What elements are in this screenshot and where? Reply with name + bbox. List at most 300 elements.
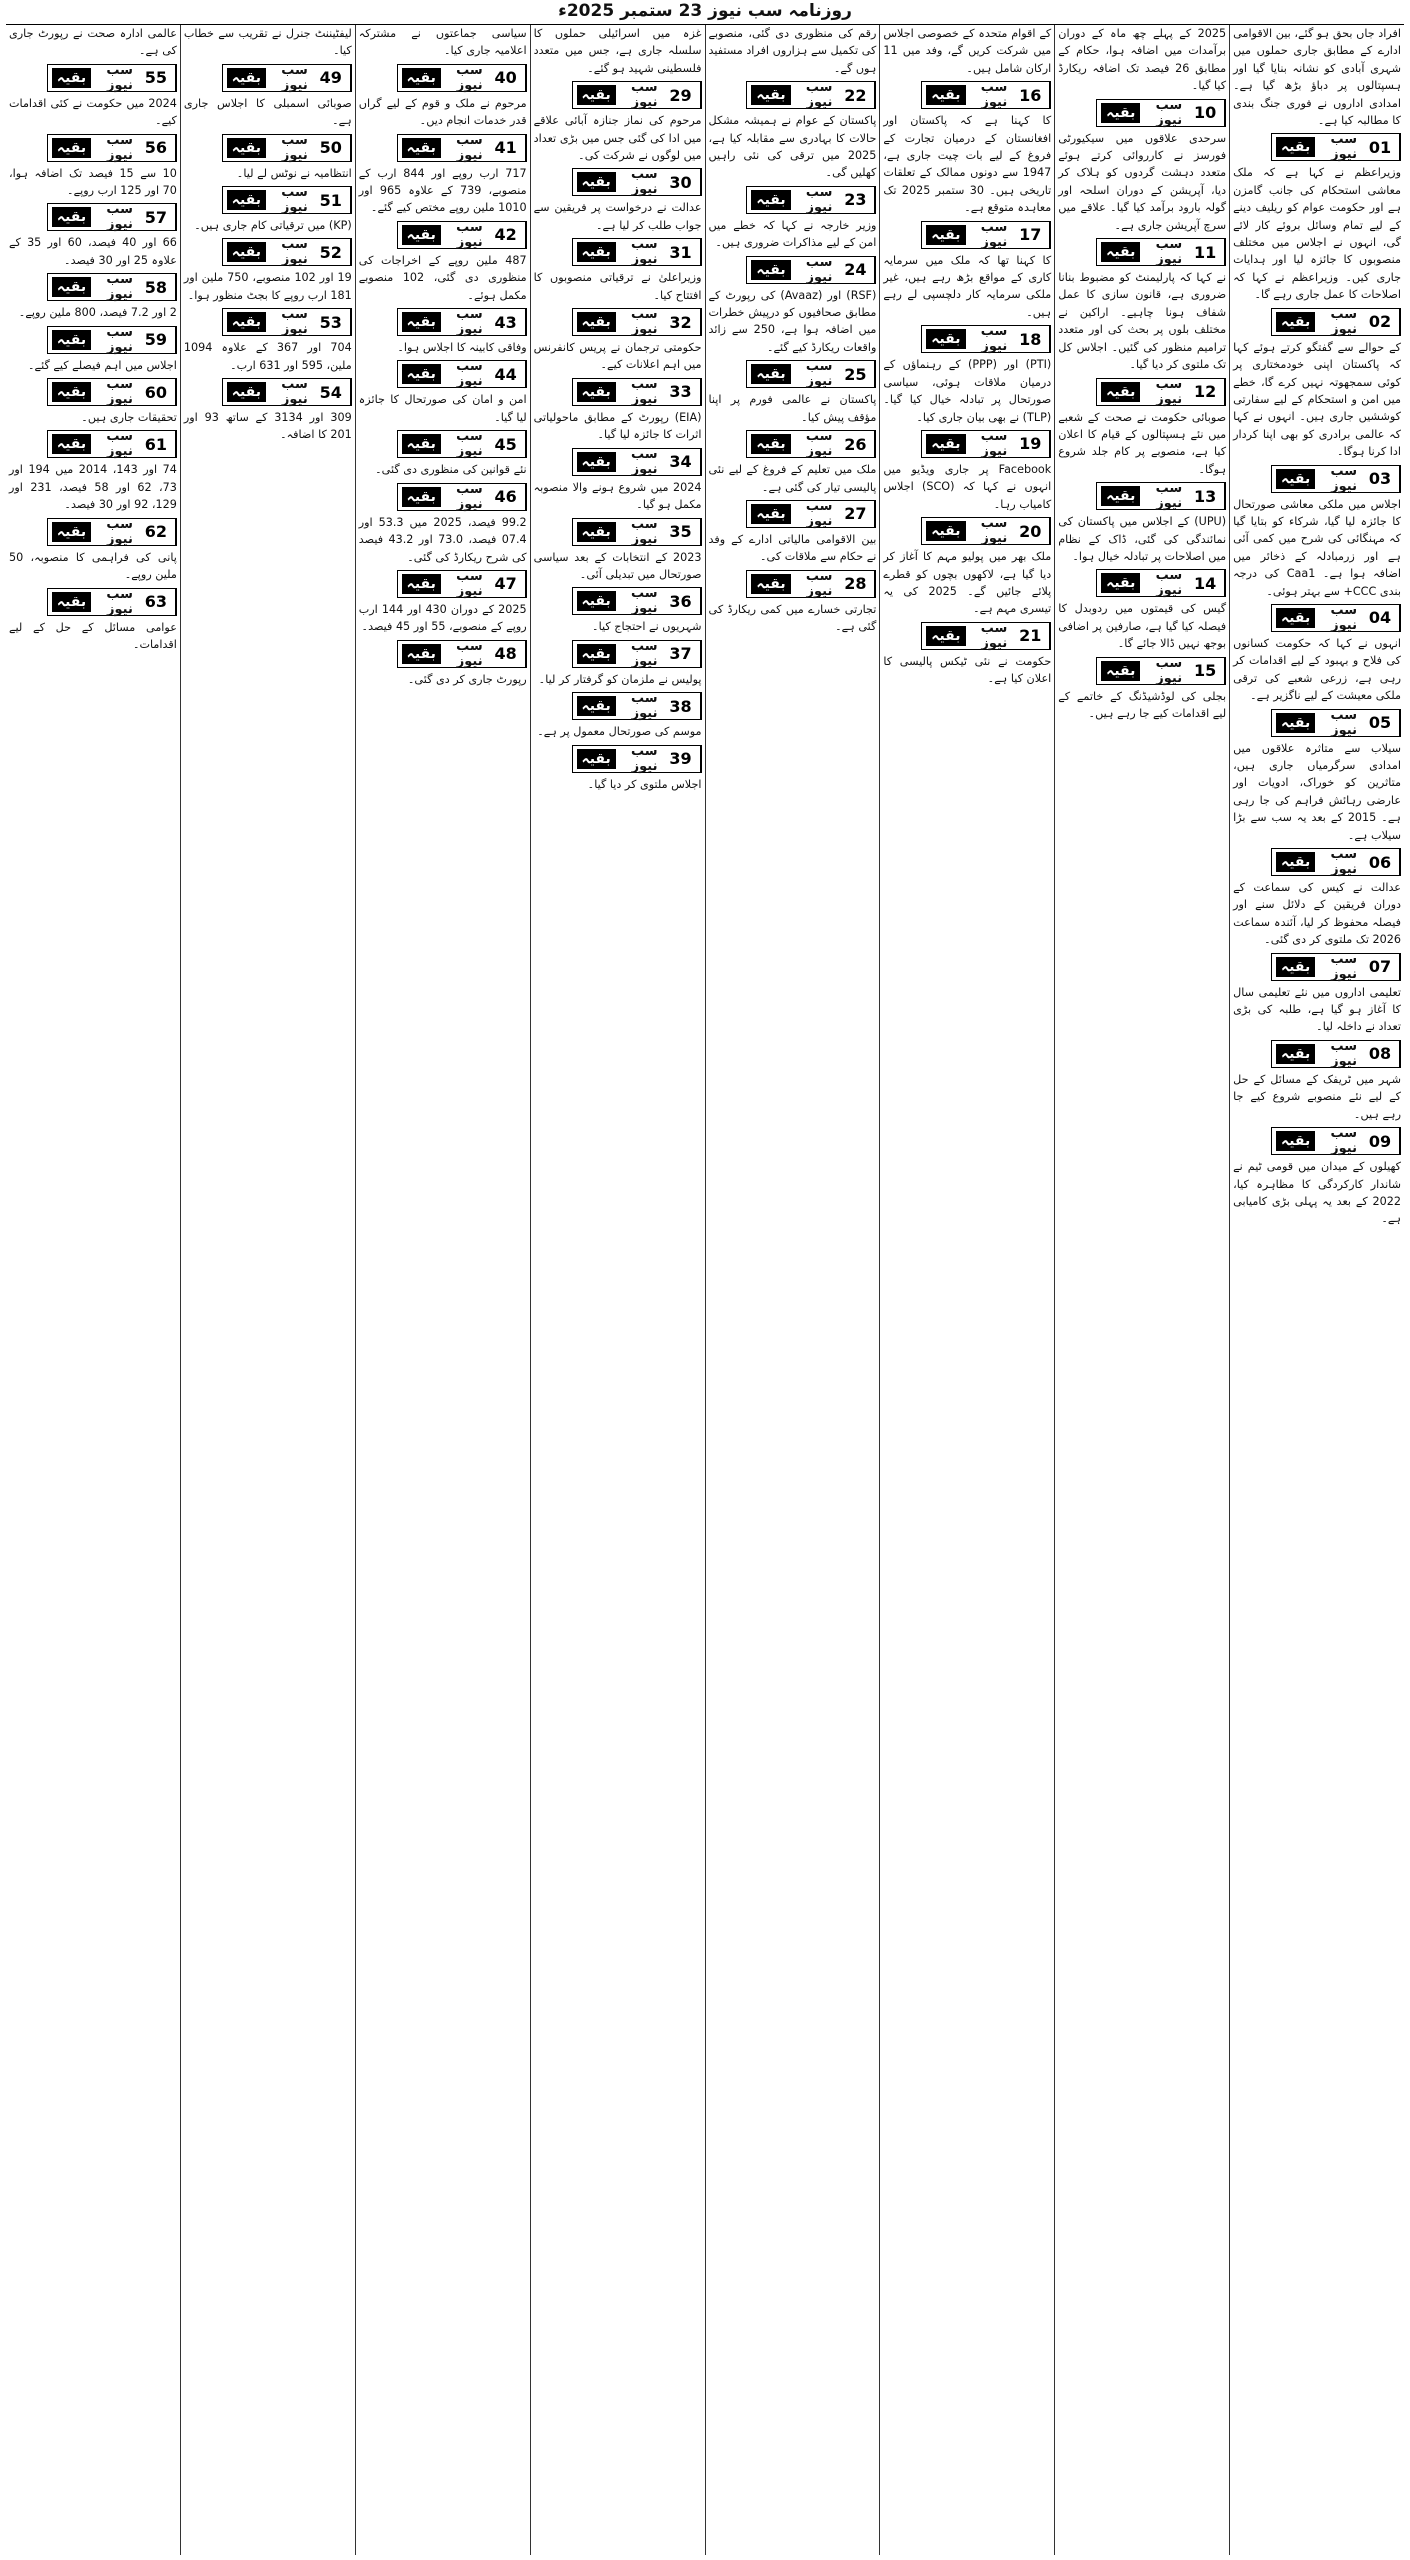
continuation-number: 21 (1011, 623, 1050, 649)
story-text: موسم کی صورتحال معمول پر ہے۔ (537, 725, 702, 739)
news-story (534, 745, 702, 793)
story-text: (UPU) کے اجلاس میں پاکستان کی نمائندگی کی گئی، ڈاک کے نظام میں اصلاحات پر تبادلہ خیال ہوا۔ (1058, 515, 1227, 563)
news-story (9, 518, 177, 584)
continuation-number: 54 (312, 379, 351, 405)
continuation-label (48, 324, 137, 355)
sub-news-label: سب نیوز (1330, 1126, 1357, 1157)
story-text: کھیلوں کے میدان میں قومی ٹیم نے شاندار کارکردگی کا مظاہرہ کیا، 2022 کے بعد یہ پہلی بڑی کامیابی ہے۔ (1233, 1160, 1401, 1226)
news-column (530, 25, 705, 2555)
continuation-number: 39 (662, 746, 701, 772)
sub-news-label: سب نیوز (106, 202, 133, 233)
continuation-tag (397, 221, 527, 249)
sub-news-label: سب نیوز (805, 429, 833, 460)
continuation-tag (746, 81, 876, 109)
continuation-tag (1271, 604, 1401, 632)
news-story (709, 430, 877, 496)
continuation-label (747, 184, 836, 215)
sub-news-label: سب نیوز (456, 132, 483, 163)
story-text: 309 اور 3134 کے ساتھ 93 اور 201 کا اضافہ۔ (183, 411, 352, 442)
story-text: 2023 کے انتخابات کے بعد سیاسی صورتحال میں تبدیلی آئی۔ (533, 550, 702, 581)
story-text: ملک میں تعلیم کے فروغ کے لیے نئی پالیسی تیار کی گئی ہے۔ (708, 463, 877, 494)
story-text: تجارتی خسارے میں کمی ریکارڈ کی گئی ہے۔ (708, 602, 877, 634)
continuation-number: 45 (487, 431, 526, 457)
news-story (359, 134, 527, 217)
baqia-label: بقیہ (227, 242, 266, 262)
continuation-label (747, 568, 836, 599)
continuation-tag (746, 256, 876, 284)
continuation-number: 18 (1011, 326, 1050, 352)
story-text: کے حوالے سے گفتگو کرتے ہوئے کہا کہ پاکستان اپنی خودمختاری پر کوئی سمجھوتہ نہیں کرے گا، خطے میں امن و استحکام کے لیے سفارتی کوششیں جاری ہیں۔ انہوں نے کہا کہ عالمی برادری کو بھی اپنا کردار ادا کرنا ہوگا۔ (1233, 340, 1401, 459)
sub-news-label: سب نیوز (630, 446, 658, 477)
continuation-label (223, 377, 312, 408)
sub-news-label: سب نیوز (106, 272, 133, 303)
story-text: کا کہنا ہے کہ پاکستان اور افغانستان کے درمیان تجارت کے فروغ کے لیے بات چیت جاری ہے، 1947 سے دونوں ممالک کے تعلقات تاریخی ہیں۔ 30 ستمبر 2025 تک معاہدہ متوقع ہے۔ (883, 114, 1052, 215)
continuation-label (1097, 481, 1186, 512)
sub-news-label: سب نیوز (1155, 655, 1183, 686)
continuation-label (398, 62, 487, 93)
sub-news-label: سب نیوز (281, 62, 308, 93)
news-story (534, 587, 702, 635)
baqia-label: بقیہ (926, 434, 965, 454)
sub-news-label: سب نیوز (281, 307, 308, 338)
continuation-tag (1271, 953, 1401, 981)
continuation-label (573, 376, 662, 407)
continuation-label (1272, 847, 1361, 878)
sub-news-label: سب نیوز (106, 516, 133, 547)
continuation-number: 26 (836, 431, 875, 457)
continuation-tag (397, 64, 527, 92)
continuation-label (48, 516, 137, 547)
news-story (1058, 482, 1226, 565)
baqia-label: بقیہ (1101, 382, 1140, 402)
story-text: حکومت نے نئی ٹیکس پالیسی کا اعلان کیا ہے۔ (883, 654, 1052, 686)
continuation-label (223, 132, 312, 163)
story-text: پاکستان نے عالمی فورم پر اپنا مؤقف پیش کیا۔ (708, 393, 877, 424)
continuation-number: 47 (487, 571, 526, 597)
baqia-label: بقیہ (1101, 661, 1140, 681)
sub-news-label: سب نیوز (805, 359, 833, 390)
news-story (883, 325, 1051, 426)
continuation-number: 37 (662, 641, 701, 667)
story-text: Facebook پر جاری ویڈیو میں انہوں نے کہا کہ (SCO) اجلاس کامیاب رہا۔ (883, 462, 1052, 511)
continuation-label (398, 219, 487, 250)
continuation-label (398, 359, 487, 390)
continuation-label (747, 429, 836, 460)
continuation-number: 53 (312, 309, 351, 335)
continuation-number: 04 (1361, 605, 1400, 631)
continuation-label (922, 428, 1011, 459)
continuation-label (573, 691, 662, 722)
baqia-label: بقیہ (1101, 242, 1140, 262)
news-column (705, 25, 880, 2555)
sub-news-label: سب نیوز (456, 219, 483, 250)
sub-news-label: سب نیوز (106, 62, 133, 93)
continuation-label (398, 132, 487, 163)
continuation-label (573, 307, 662, 338)
continuation-tag (1096, 569, 1226, 597)
continuation-label (922, 516, 1011, 547)
baqia-label: بقیہ (751, 574, 790, 594)
continuation-tag (397, 308, 527, 336)
story-text: سیلاب سے متاثرہ علاقوں میں امدادی سرگرمیاں جاری ہیں، متاثرین کو خوراک، ادویات اور عارضی رہائش فراہم کی جا رہی ہے۔ 2015 کے بعد یہ سب سے بڑا سیلاب ہے۔ (1233, 741, 1401, 842)
continuation-label (573, 586, 662, 617)
sub-news-label: سب نیوز (630, 743, 658, 774)
continuation-label (1272, 1126, 1361, 1157)
story-text: بجلی کی لوڈشیڈنگ کے خاتمے کے لیے اقدامات کیے جا رہے ہیں۔ (1058, 689, 1227, 720)
baqia-label: بقیہ (751, 260, 790, 280)
baqia-label: بقیہ (1276, 608, 1315, 628)
story-text: صوبائی اسمبلی کا اجلاس جاری ہے۔ (183, 96, 352, 128)
news-story (1233, 465, 1401, 600)
continuation-number: 48 (487, 641, 526, 667)
news-story (359, 360, 527, 426)
continuation-number: 08 (1361, 1041, 1400, 1067)
sub-news-label: سب نیوز (630, 237, 658, 268)
sub-news-label: سب نیوز (1330, 1038, 1357, 1069)
baqia-label: بقیہ (577, 591, 616, 611)
continuation-label (1272, 132, 1361, 163)
sub-news-label: سب نیوز (456, 307, 483, 338)
story-text: 19 اور 102 منصوبے، 750 ملین اور 181 ارب روپے کا بجٹ منظور ہوا۔ (183, 271, 352, 302)
baqia-label: بقیہ (227, 190, 266, 210)
news-story (9, 25, 177, 60)
continuation-tag (1096, 238, 1226, 266)
news-column (1229, 25, 1404, 2555)
baqia-label: بقیہ (402, 364, 441, 384)
news-story (883, 81, 1051, 216)
continuation-tag (222, 186, 352, 214)
baqia-label: بقیہ (926, 225, 965, 245)
continuation-number: 63 (137, 589, 176, 615)
story-text: عدالت نے کیس کی سماعت کے دوران فریقین کے دلائل سنے اور فیصلہ محفوظ کر لیا، آئندہ سماعت 2026 تک ملتوی کر دی گئی۔ (1233, 881, 1401, 947)
news-story (1058, 238, 1226, 373)
baqia-label: بقیہ (1101, 103, 1140, 123)
news-story (359, 483, 527, 566)
baqia-label: بقیہ (227, 138, 266, 158)
continuation-label (398, 429, 487, 460)
continuation-number: 52 (312, 239, 351, 265)
story-text: شہریوں نے احتجاج کیا۔ (592, 620, 702, 634)
continuation-tag (1271, 308, 1401, 336)
news-story (534, 81, 702, 164)
baqia-label: بقیہ (577, 522, 616, 542)
continuation-tag (1096, 657, 1226, 685)
continuation-tag (47, 588, 177, 616)
news-story (883, 430, 1051, 513)
continuation-number: 33 (662, 379, 701, 405)
masthead-date: روزنامہ سب نیوز 23 ستمبر 2025ء (558, 1, 852, 21)
sub-news-label: سب نیوز (980, 428, 1008, 459)
sub-news-label: سب نیوز (630, 691, 658, 722)
news-story (709, 81, 877, 182)
sub-news-label: سب نیوز (1330, 306, 1357, 337)
continuation-tag (1271, 709, 1401, 737)
continuation-label (48, 62, 137, 93)
continuation-label (1272, 306, 1361, 337)
news-story (9, 273, 177, 321)
continuation-number: 56 (137, 135, 176, 161)
continuation-number: 58 (137, 274, 176, 300)
continuation-tag (572, 448, 702, 476)
news-story (883, 517, 1051, 618)
baqia-label: بقیہ (402, 312, 441, 332)
news-story (9, 378, 177, 426)
continuation-tag (1271, 1040, 1401, 1068)
news-story (534, 692, 702, 740)
baqia-label: بقیہ (751, 434, 790, 454)
story-text: (RSF) اور (Avaaz) کی رپورٹ کے مطابق صحافیوں کو درپیش خطرات میں اضافہ ہوا ہے، 250 سے زائد واقعات ریکارڈ کیے گئے۔ (708, 288, 877, 354)
news-story (1233, 1040, 1401, 1123)
news-story (534, 238, 702, 304)
continuation-number: 34 (662, 449, 701, 475)
continuation-tag (47, 64, 177, 92)
sub-news-label: سب نیوز (1330, 707, 1357, 738)
continuation-number: 12 (1186, 379, 1225, 405)
news-story (709, 186, 877, 252)
news-story (1233, 1127, 1401, 1228)
continuation-tag (222, 238, 352, 266)
news-story (1233, 308, 1401, 461)
story-text: 10 سے 15 فیصد تک اضافہ ہوا، 70 اور 125 ارب روپے۔ (9, 166, 177, 198)
news-story (359, 221, 527, 304)
baqia-label: بقیہ (1276, 957, 1315, 977)
continuation-tag (572, 518, 702, 546)
story-text: رقم کی منظوری دی گئی، منصوبے کی تکمیل سے ہزاروں افراد مستفید ہوں گے۔ (708, 27, 877, 75)
continuation-label (48, 272, 137, 303)
continuation-number: 09 (1361, 1128, 1400, 1154)
news-story (709, 360, 877, 426)
news-story (9, 588, 177, 654)
sub-news-label: سب نیوز (1330, 951, 1357, 982)
story-text: افراد جاں بحق ہو گئے، بین الاقوامی ادارے کے مطابق جاری حملوں میں شہری آبادی کو نشانہ بنایا گیا اور ہسپتالوں پر دباؤ بڑھ گیا ہے۔ امدادی اداروں نے فوری جنگ بندی کا مطالبہ کیا ہے۔ (1233, 27, 1401, 128)
continuation-label (573, 237, 662, 268)
continuation-number: 10 (1186, 100, 1225, 126)
continuation-tag (222, 378, 352, 406)
sub-news-label: سب نیوز (805, 80, 833, 111)
continuation-number: 60 (137, 379, 176, 405)
continuation-tag (222, 134, 352, 162)
continuation-label (922, 219, 1011, 250)
story-text: کے اقوام متحدہ کے خصوصی اجلاس میں شرکت کریں گے، وفد میں 11 ارکان شامل ہیں۔ (883, 27, 1052, 75)
continuation-tag (572, 168, 702, 196)
continuation-label (747, 254, 836, 285)
story-text: بین الاقوامی مالیاتی ادارے کے وفد نے حکام سے ملاقات کی۔ (708, 532, 877, 564)
continuation-tag (1271, 848, 1401, 876)
continuation-number: 07 (1361, 954, 1400, 980)
continuation-tag (1096, 99, 1226, 127)
continuation-number: 14 (1186, 570, 1225, 596)
news-story (1058, 378, 1226, 479)
baqia-label: بقیہ (751, 85, 790, 105)
story-text: اجلاس میں ملکی معاشی صورتحال کا جائزہ لیا گیا، شرکاء کو بتایا گیا کہ مہنگائی کی شرح میں کمی آئی ہے اور زرمبادلہ کے ذخائر میں اضافہ ہوا ہے۔ Caa1 کی درجہ بندی CCC+ سے بہتر ہوئی۔ (1233, 497, 1401, 598)
continuation-tag (572, 308, 702, 336)
baqia-label: بقیہ (1276, 469, 1315, 489)
news-story (9, 430, 177, 513)
sub-news-label: سب نیوز (1330, 463, 1357, 494)
continuation-tag (746, 500, 876, 528)
news-story (534, 518, 702, 584)
story-text: گیس کی قیمتوں میں ردوبدل کا فیصلہ کیا گیا ہے، صارفین پر اضافی بوجھ نہیں ڈالا جائے گا۔ (1058, 602, 1227, 651)
continuation-number: 27 (836, 501, 875, 527)
story-text: حکومتی ترجمان نے پریس کانفرنس میں اہم اعلانات کیے۔ (533, 341, 702, 372)
continuation-label (922, 324, 1011, 355)
news-story (359, 64, 527, 130)
story-text: وزیراعلیٰ نے ترقیاتی منصوبوں کا افتتاح کیا۔ (533, 271, 702, 302)
news-story (534, 25, 702, 77)
news-story (534, 378, 702, 444)
continuation-tag (921, 517, 1051, 545)
continuation-number: 30 (662, 169, 701, 195)
continuation-number: 38 (662, 693, 701, 719)
story-text: 717 ارب روپے اور 844 ارب کے منصوبے، 739 کے علاوہ 965 اور 1010 ملین روپے مختص کیے گئے۔ (358, 166, 527, 215)
baqia-label: بقیہ (402, 225, 441, 245)
baqia-label: بقیہ (751, 504, 790, 524)
continuation-number: 03 (1361, 466, 1400, 492)
continuation-tag (397, 430, 527, 458)
continuation-tag (1271, 1127, 1401, 1155)
continuation-number: 15 (1186, 658, 1225, 684)
news-story (9, 326, 177, 374)
continuation-tag (746, 360, 876, 388)
sub-news-label: سب نیوز (980, 516, 1008, 547)
news-story (1233, 848, 1401, 949)
news-story (184, 134, 352, 182)
sub-news-label: سب نیوز (980, 620, 1008, 651)
story-text: 99.2 فیصد، 2025 میں 53.3 اور 07.4 فیصد، 73.0 اور 43.2 فیصد کی شرح ریکارڈ کی گئی۔ (358, 515, 527, 564)
continuation-label (1272, 707, 1361, 738)
story-text: تعلیمی اداروں میں نئے تعلیمی سال کا آغاز ہو گیا ہے، طلبہ کی بڑی تعداد نے داخلہ لیا۔ (1233, 985, 1401, 1034)
baqia-label: بقیہ (577, 749, 616, 769)
continuation-label (747, 498, 836, 529)
continuation-label (922, 620, 1011, 651)
continuation-label (1272, 951, 1361, 982)
news-column (355, 25, 530, 2555)
news-story (1233, 25, 1401, 129)
news-story (1058, 657, 1226, 723)
baqia-label: بقیہ (52, 592, 91, 612)
continuation-tag (572, 81, 702, 109)
news-story (1058, 99, 1226, 234)
story-text: 704 اور 367 کے علاوہ 1094 ملین، 595 اور 631 ارب۔ (183, 341, 352, 372)
baqia-label: بقیہ (577, 242, 616, 262)
continuation-tag (397, 360, 527, 388)
sub-news-label: سب نیوز (1330, 132, 1357, 163)
news-story (534, 640, 702, 688)
news-story (1233, 709, 1401, 844)
sub-news-label: سب نیوز (281, 237, 308, 268)
news-story (883, 25, 1051, 77)
baqia-label: بقیہ (52, 330, 91, 350)
continuation-tag (1096, 482, 1226, 510)
story-text: مرحوم نے ملک و قوم کے لیے گراں قدر خدمات انجام دیں۔ (358, 96, 527, 128)
news-story (359, 640, 527, 688)
continuation-number: 57 (137, 204, 176, 230)
continuation-number: 20 (1011, 518, 1050, 544)
baqia-label: بقیہ (52, 277, 91, 297)
continuation-label (573, 638, 662, 669)
continuation-label (1272, 1038, 1361, 1069)
continuation-label (573, 167, 662, 198)
continuation-number: 22 (836, 82, 875, 108)
continuation-label (223, 237, 312, 268)
baqia-label: بقیہ (751, 364, 790, 384)
story-text: سیاسی جماعتوں نے مشترکہ اعلامیہ جاری کیا۔ (358, 27, 527, 58)
sub-news-label: سب نیوز (1155, 481, 1183, 512)
continuation-tag (921, 325, 1051, 353)
story-text: نے کہا کہ پارلیمنٹ کو مضبوط بنانا ضروری ہے، قانون سازی کا عمل شفاف ہونا چاہیے۔ اراکین نے مختلف بلوں پر بحث کی اور متعدد ترامیم منظور کی گئیں۔ اجلاس کل تک ملتوی کر دیا گیا۔ (1058, 271, 1227, 372)
news-story (184, 64, 352, 130)
news-column (879, 25, 1054, 2555)
continuation-tag (222, 308, 352, 336)
continuation-label (223, 62, 312, 93)
news-story (534, 448, 702, 514)
continuation-number: 17 (1011, 222, 1050, 248)
story-text: عدالت نے درخواست پر فریقین سے جواب طلب کر لیا ہے۔ (533, 201, 702, 232)
continuation-label (573, 516, 662, 547)
story-text: عالمی ادارہ صحت نے رپورٹ جاری کی ہے۔ (9, 27, 177, 58)
story-text: شہر میں ٹریفک کے مسائل کے حل کے لیے نئے منصوبے شروع کیے جا رہے ہیں۔ (1233, 1072, 1401, 1121)
continuation-tag (572, 587, 702, 615)
continuation-tag (47, 326, 177, 354)
baqia-label: بقیہ (577, 312, 616, 332)
continuation-label (398, 568, 487, 599)
baqia-label: بقیہ (52, 207, 91, 227)
sub-news-label: سب نیوز (980, 80, 1008, 111)
sub-news-label: سب نیوز (106, 429, 133, 460)
continuation-tag (746, 430, 876, 458)
baqia-label: بقیہ (926, 329, 965, 349)
continuation-number: 51 (312, 187, 351, 213)
continuation-label (48, 132, 137, 163)
continuation-label (1272, 602, 1361, 633)
baqia-label: بقیہ (577, 696, 616, 716)
story-text: مرحوم کی نماز جنازہ آبائی علاقے میں ادا کی گئی جس میں بڑی تعداد میں لوگوں نے شرکت کی۔ (533, 114, 702, 163)
story-text: 74 اور 143، 2014 میں 194 اور 73، 62 اور 58 فیصد، 231 اور 129، 92 اور 30 فیصد۔ (9, 463, 177, 512)
continuation-label (1097, 376, 1186, 407)
baqia-label: بقیہ (52, 138, 91, 158)
news-story (709, 25, 877, 77)
story-text: 487 ملین روپے کے اخراجات کی منظوری دی گئی، 102 منصوبے مکمل ہوئے۔ (358, 253, 527, 302)
continuation-number: 41 (487, 135, 526, 161)
sub-news-label: سب نیوز (1155, 97, 1183, 128)
baqia-label: بقیہ (402, 574, 441, 594)
continuation-tag (572, 640, 702, 668)
continuation-number: 36 (662, 588, 701, 614)
continuation-tag (222, 64, 352, 92)
sub-news-label: سب نیوز (1155, 568, 1183, 599)
sub-news-label: سب نیوز (805, 498, 833, 529)
continuation-label (922, 80, 1011, 111)
continuation-tag (572, 238, 702, 266)
story-text: پولیس نے ملزمان کو گرفتار کر لیا۔ (538, 672, 702, 686)
baqia-label: بقیہ (577, 382, 616, 402)
story-text: وفاقی کابینہ کا اجلاس ہوا۔ (397, 341, 527, 355)
continuation-tag (1271, 465, 1401, 493)
continuation-tag (47, 203, 177, 231)
news-story (9, 64, 177, 130)
story-text: 66 اور 40 فیصد، 60 اور 35 کے علاوہ 25 اور 30 فیصد۔ (9, 236, 177, 267)
continuation-tag (572, 692, 702, 720)
continuation-tag (47, 378, 177, 406)
continuation-tag (397, 570, 527, 598)
story-text: رپورٹ جاری کر دی گئی۔ (407, 672, 527, 686)
continuation-number: 06 (1361, 849, 1400, 875)
sub-news-label: سب نیوز (980, 219, 1008, 250)
continuation-number: 31 (662, 239, 701, 265)
sub-news-label: سب نیوز (1330, 847, 1357, 878)
continuation-label (223, 185, 312, 216)
news-story (9, 134, 177, 200)
